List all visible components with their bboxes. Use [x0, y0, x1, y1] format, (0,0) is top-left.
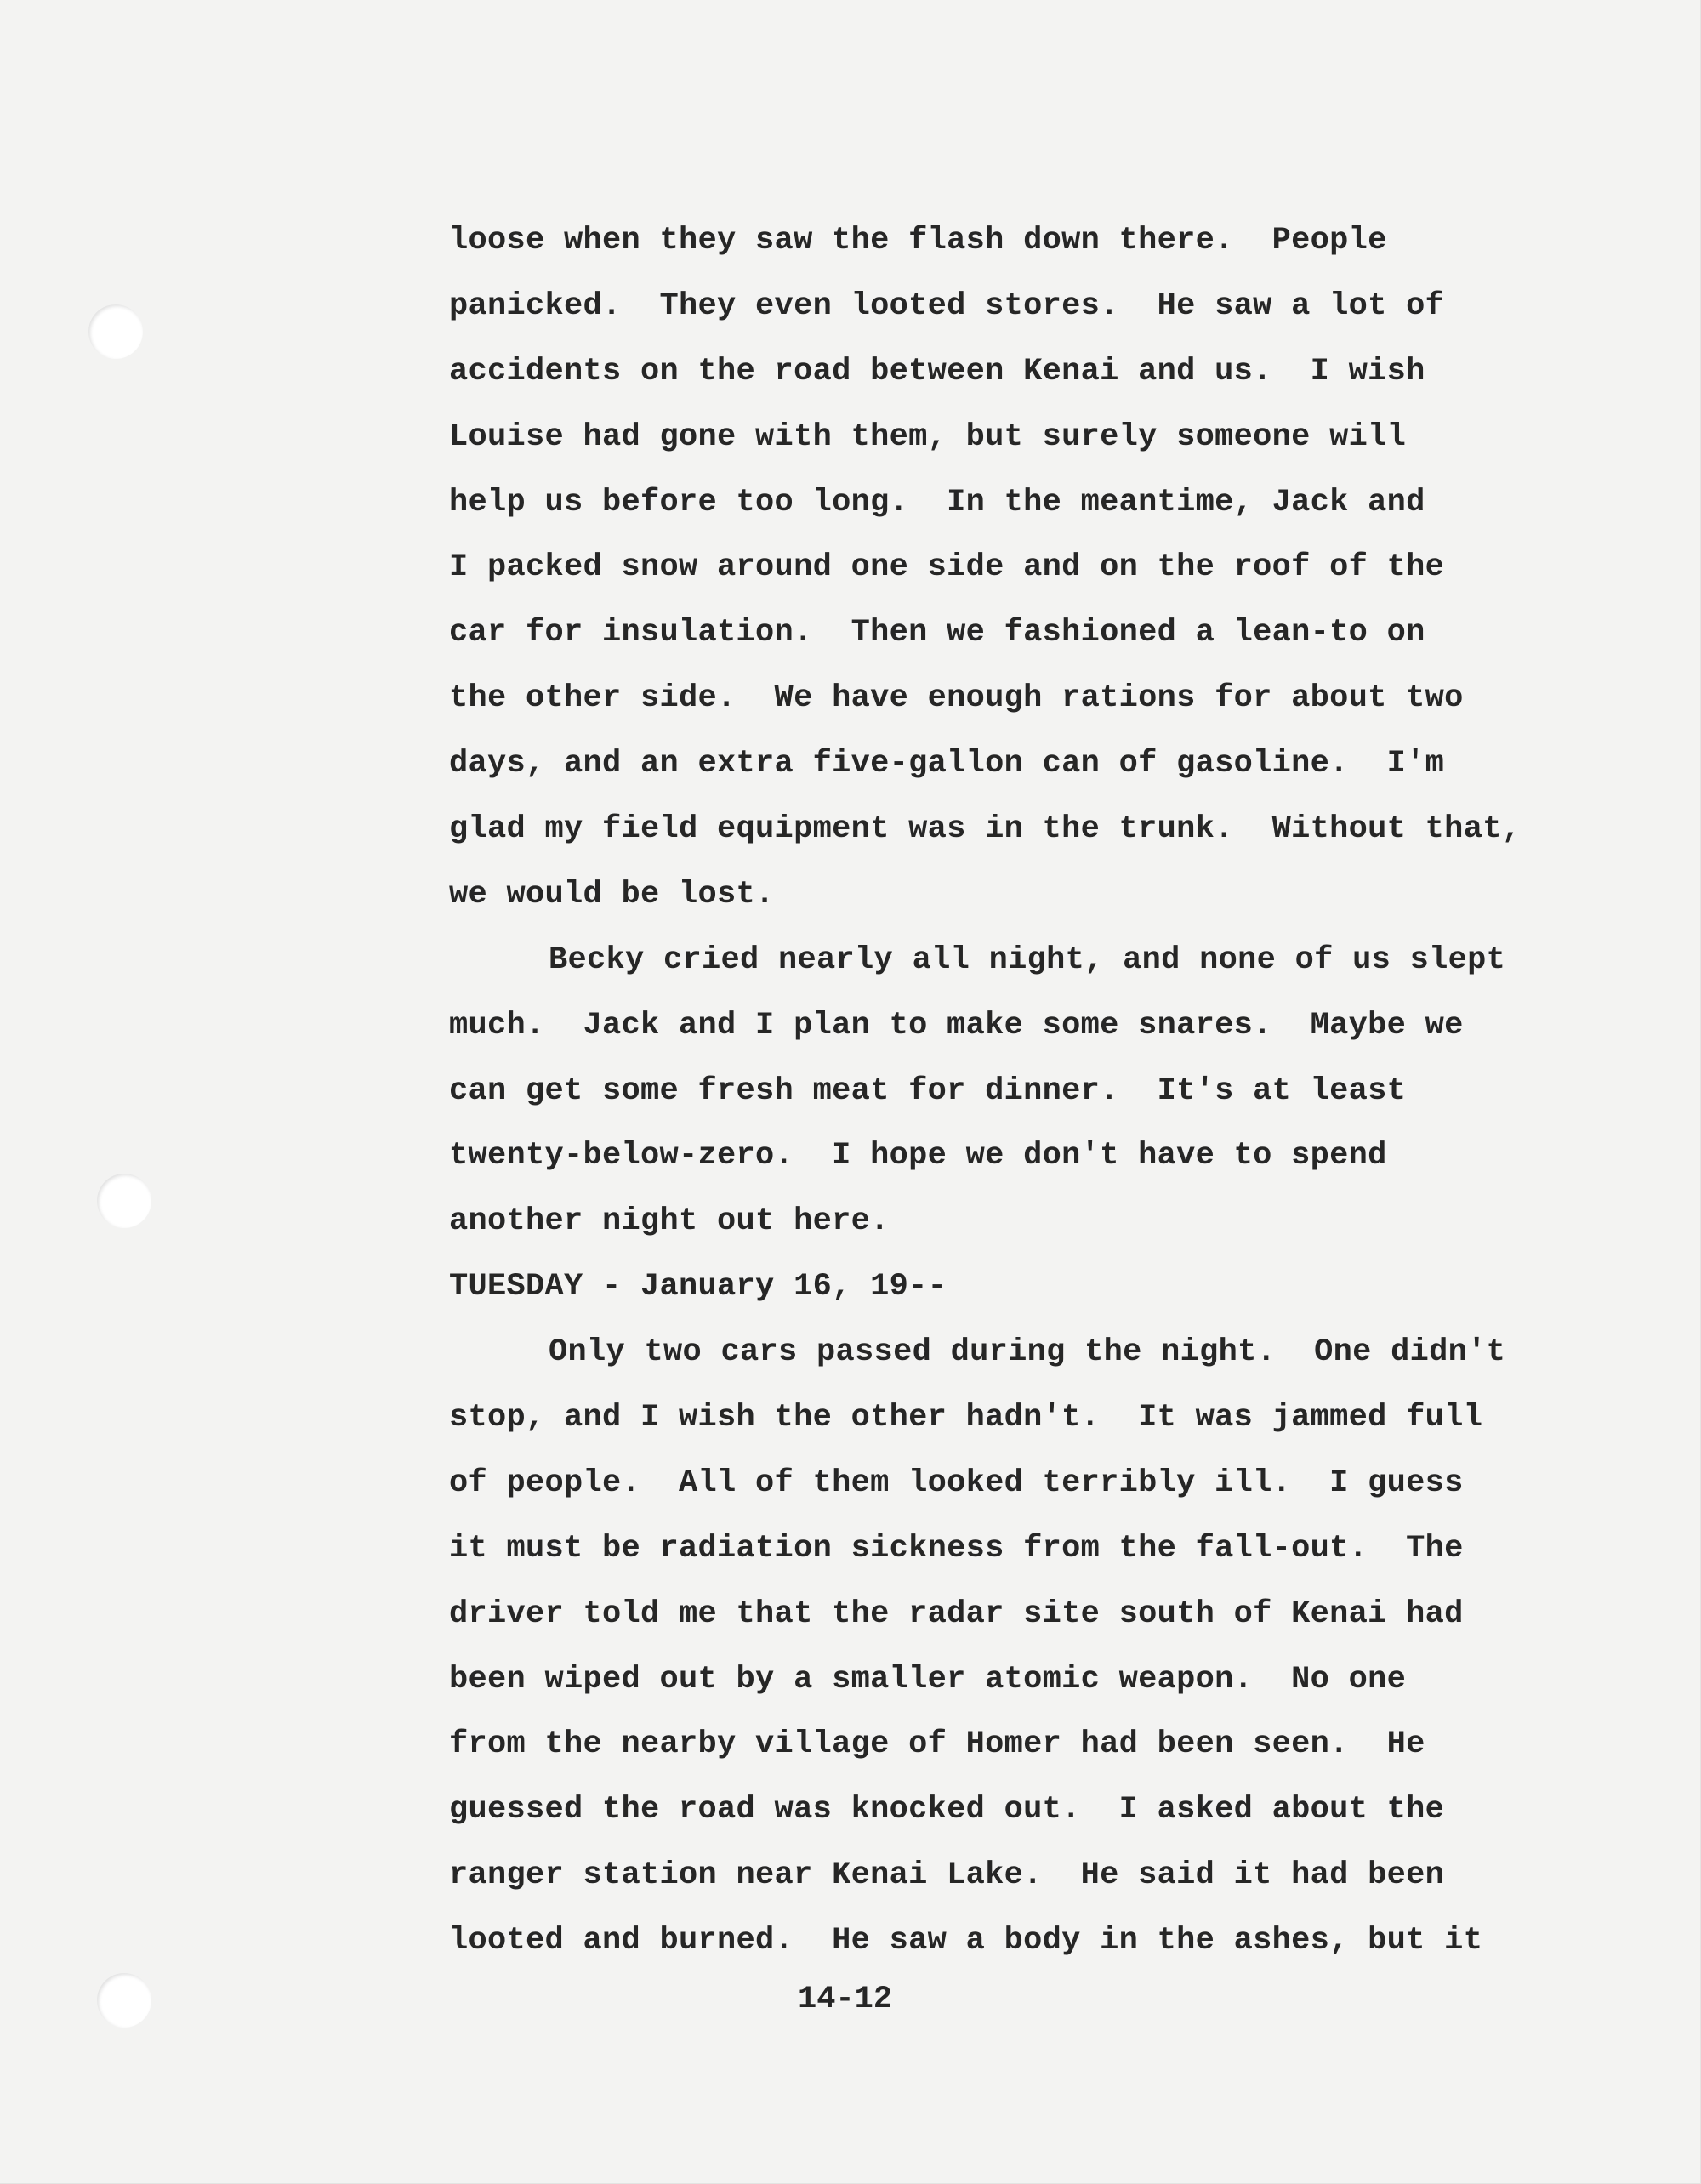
text-line: much. Jack and I plan to make some snares. Maybe we [449, 1007, 1464, 1044]
text-line: I packed snow around one side and on the roof of the [449, 549, 1445, 586]
text-line: car for insulation. Then we fashioned a lean-to on [449, 615, 1425, 651]
text-line: stop, and I wish the other hadn't. It was jammed full [449, 1400, 1483, 1436]
paragraph-start-line: Only two cars passed during the night. One didn't [549, 1334, 1506, 1371]
text-line: Louise had gone with them, but surely someone will [449, 418, 1407, 455]
text-line: ranger station near Kenai Lake. He said it had been [449, 1857, 1445, 1894]
text-line: can get some fresh meat for dinner. It's at least [449, 1072, 1407, 1109]
text-line: help us before too long. In the meantime, Jack and [449, 484, 1425, 520]
text-line: been wiped out by a smaller atomic weapon. No one [449, 1661, 1407, 1698]
text-line: guessed the road was knocked out. I asked about the [449, 1792, 1445, 1829]
text-line: of people. All of them looked terribly ill. I guess [449, 1465, 1464, 1501]
text-line: glad my field equipment was in the trunk. Without that, [449, 811, 1522, 848]
text-line: loose when they saw the flash down there. People [449, 223, 1387, 259]
text-line: the other side. We have enough rations for about two [449, 680, 1464, 717]
binder-hole [97, 1973, 151, 2028]
text-line: it must be radiation sickness from the fall-out. The [449, 1530, 1464, 1567]
text-line: from the nearby village of Homer had been seen. He [449, 1726, 1425, 1763]
text-line: driver told me that the radar site south of Kenai had [449, 1595, 1464, 1632]
text-line: twenty-below-zero. I hope we don't have to spend [449, 1138, 1387, 1174]
date-heading: TUESDAY - January 16, 19-- [449, 1269, 947, 1305]
paragraph-start-line: Becky cried nearly all night, and none of us slept [549, 941, 1506, 978]
text-line: looted and burned. He saw a body in the ashes, but it [449, 1923, 1483, 1959]
text-line: another night out here. [449, 1203, 890, 1240]
page-number: 14-12 [798, 1982, 893, 2017]
text-line: accidents on the road between Kenai and us. I wish [449, 353, 1425, 390]
binder-hole [88, 304, 143, 359]
typed-text-body [449, 208, 1555, 1974]
binder-hole [97, 1174, 151, 1228]
text-line: we would be lost. [449, 876, 775, 913]
text-line: panicked. They even looted stores. He saw a lot of [449, 287, 1445, 324]
text-line: days, and an extra five-gallon can of gasoline. I'm [449, 746, 1445, 782]
